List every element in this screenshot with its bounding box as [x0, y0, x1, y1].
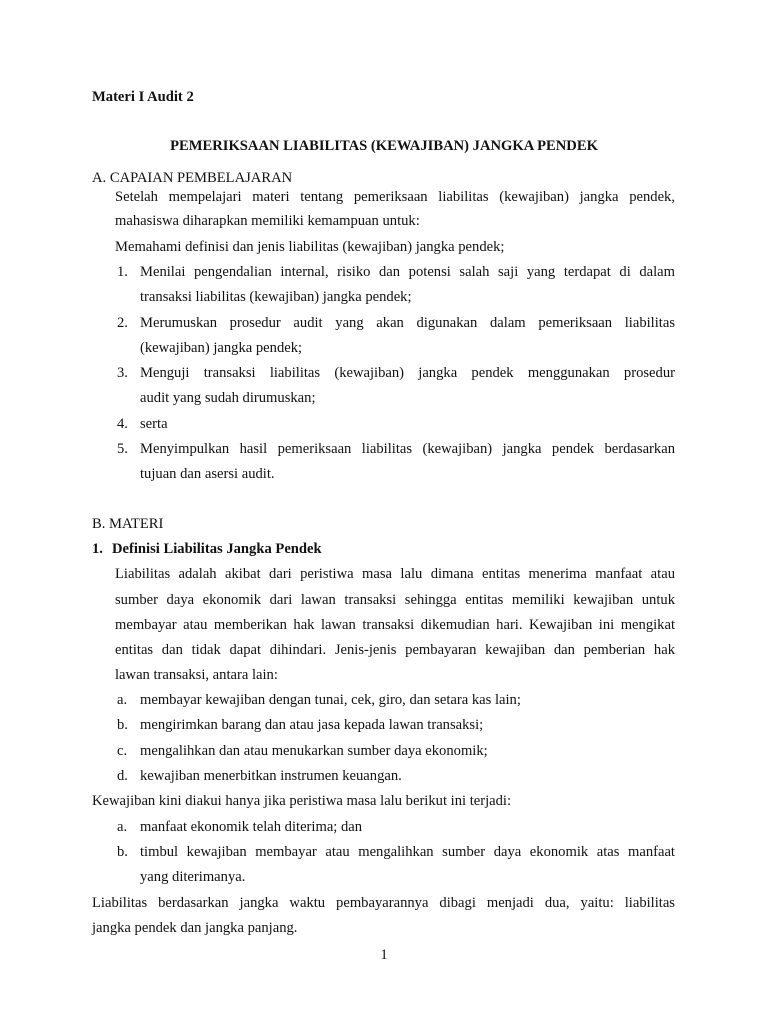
list-item-number: 5.	[117, 441, 128, 457]
list-item-letter: b.	[117, 717, 128, 733]
paragraph-line: jangka pendek dan jangka panjang.	[92, 920, 298, 936]
list-item-text: manfaat ekonomik telah diterima; dan	[140, 819, 363, 835]
list-item-text: tujuan dan asersi audit.	[140, 466, 275, 482]
section-a-heading: A. CAPAIAN PEMBELAJARAN	[92, 170, 293, 186]
list-item-text: Merumuskan prosedur audit yang akan digunakan dalam pemeriksaan liabilitas	[140, 315, 675, 331]
paragraph-line: entitas dan tidak dapat dihindari. Jenis-jenis pembayaran kewajiban dan pemberian hak	[115, 642, 675, 658]
list-item-text: membayar kewajiban dengan tunai, cek, giro, dan setara kas lain;	[140, 692, 521, 708]
list-item-number: 1.	[117, 264, 128, 280]
page-title: PEMERIKSAAN LIABILITAS (KEWAJIBAN) JANGKA PENDEK	[170, 138, 598, 154]
list-item-text: audit yang sudah dirumuskan;	[140, 390, 316, 406]
section-a-intro-line: Setelah mempelajari materi tentang pemeriksaan liabilitas (kewajiban) jangka pendek,	[115, 189, 675, 205]
paragraph-line: Liabilitas berdasarkan jangka waktu pembayarannya dibagi menjadi dua, yaitu: liabilitas	[92, 895, 675, 911]
list-item-text: Menyimpulkan hasil pemeriksaan liabilitas (kewajiban) jangka pendek berdasarkan	[140, 441, 675, 457]
list-item-letter: c.	[117, 743, 128, 759]
section-b-heading: B. MATERI	[92, 516, 164, 532]
section-a-intro-line: Memahami definisi dan jenis liabilitas (kewajiban) jangka pendek;	[115, 239, 505, 255]
list-item-number: 2.	[117, 315, 128, 331]
list-item-text: Menilai pengendalian internal, risiko dan potensi salah saji yang terdapat di dalam	[140, 264, 675, 280]
paragraph-line: Liabilitas adalah akibat dari peristiwa masa lalu dimana entitas menerima manfaat atau	[115, 566, 675, 582]
document-label: Materi I Audit 2	[92, 89, 194, 105]
paragraph-line: sumber daya ekonomik dari lawan transaksi sehingga entitas memiliki kewajiban untuk	[115, 592, 675, 608]
list-item-text: Menguji transaksi liabilitas (kewajiban) jangka pendek menggunakan prosedur	[140, 365, 675, 381]
list-item-text: transaksi liabilitas (kewajiban) jangka pendek;	[140, 289, 412, 305]
list-item-letter: d.	[117, 768, 128, 784]
list-item-letter: a.	[117, 819, 128, 835]
list-item-number: 3.	[117, 365, 128, 381]
list-item-number: 4.	[117, 416, 128, 432]
list-item-letter: b.	[117, 844, 128, 860]
list-item-text: kewajiban menerbitkan instrumen keuangan.	[140, 768, 402, 784]
subsection-title: Definisi Liabilitas Jangka Pendek	[112, 541, 322, 557]
paragraph-line: Kewajiban kini diakui hanya jika peristiwa masa lalu berikut ini terjadi:	[92, 793, 512, 809]
list-item-letter: a.	[117, 692, 128, 708]
list-item-text: (kewajiban) jangka pendek;	[140, 340, 303, 356]
section-a-intro-line: mahasiswa diharapkan memiliki kemampuan untuk:	[115, 213, 420, 229]
list-item-text: mengirimkan barang dan atau jasa kepada lawan transaksi;	[140, 717, 484, 733]
page-number: 1	[380, 947, 388, 963]
list-item-text: mengalihkan dan atau menukarkan sumber daya ekonomik;	[140, 743, 488, 759]
paragraph-line: membayar atau memberikan hak lawan transaksi dikemudian hari. Kewajiban ini mengikat	[115, 617, 675, 633]
subsection-number: 1.	[92, 541, 103, 557]
list-item-text: serta	[140, 416, 168, 432]
list-item-text: timbul kewajiban membayar atau mengalihkan sumber daya ekonomik atas manfaat	[140, 844, 675, 860]
paragraph-line: lawan transaksi, antara lain:	[115, 667, 278, 683]
list-item-text: yang diterimanya.	[140, 869, 246, 885]
